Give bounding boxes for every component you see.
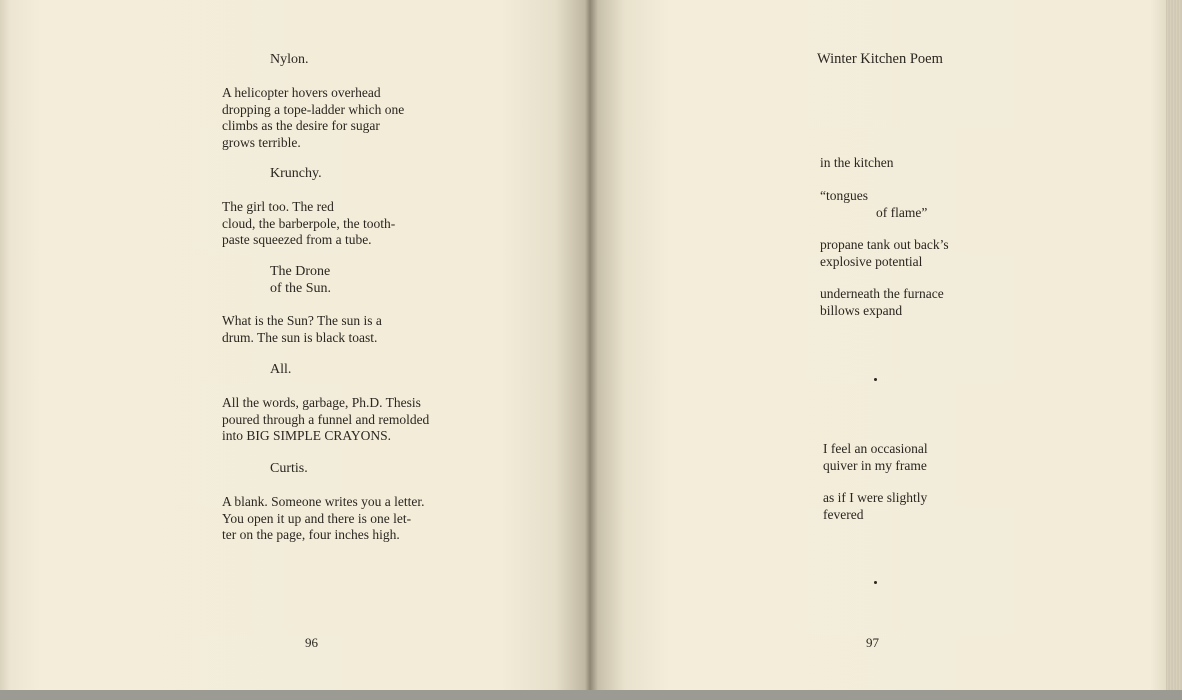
body-line: grows terrible. [222,134,301,150]
body-line: ter on the page, four inches high. [222,527,400,543]
page-number-right: 97 [866,635,879,650]
poem-line: in the kitchen [820,155,894,170]
poem-title: Winter Kitchen Poem [817,51,943,67]
body-line: climbs as the desire for sugar [222,118,380,134]
poem-line: explosive potential [820,253,923,269]
body-line: A helicopter hovers overhead [222,85,381,100]
body-line: You open it up and there is one let- [222,510,412,526]
section-dot [874,581,877,584]
body-line: dropping a tope-ladder which one [222,101,405,117]
section-heading-drone: The Drone [270,264,331,279]
right-page [590,0,1166,692]
body-line: poured through a funnel and remolded [222,411,430,427]
poem-line: propane tank out back’s [820,237,949,252]
poem-line: billows expand [820,302,903,318]
table-surface [0,690,1182,700]
poem-line: I feel an occasional [823,441,928,456]
body-line: paste squeezed from a tube. [222,232,372,248]
poem-line: “tongues [820,188,868,203]
body-line: drum. The sun is black toast. [222,329,378,345]
body-line: All the words, garbage, Ph.D. Thesis [222,395,421,410]
section-heading-curtis: Curtis. [270,461,308,476]
left-page [0,0,590,692]
body-line: What is the Sun? The sun is a [222,313,382,328]
poem-line: fevered [823,506,864,522]
poem-line: quiver in my frame [823,457,927,473]
body-line: cloud, the barberpole, the tooth- [222,215,396,231]
section-heading-krunchy: Krunchy. [270,166,322,181]
section-dot [874,378,877,381]
body-line: into BIG SIMPLE CRAYONS. [222,428,392,444]
page-number-left: 96 [305,635,318,650]
poem-line: as if I were slightly [823,490,928,505]
section-heading-drone-line2: of the Sun. [270,280,332,296]
poem-line: of flame” [876,204,928,220]
section-heading-all: All. [270,362,292,377]
body-line: The girl too. The red [222,199,334,214]
page-edges [1166,0,1182,692]
section-heading-nylon: Nylon. [270,52,309,67]
poem-line: underneath the furnace [820,286,944,301]
body-line: A blank. Someone writes you a letter. [222,494,425,509]
